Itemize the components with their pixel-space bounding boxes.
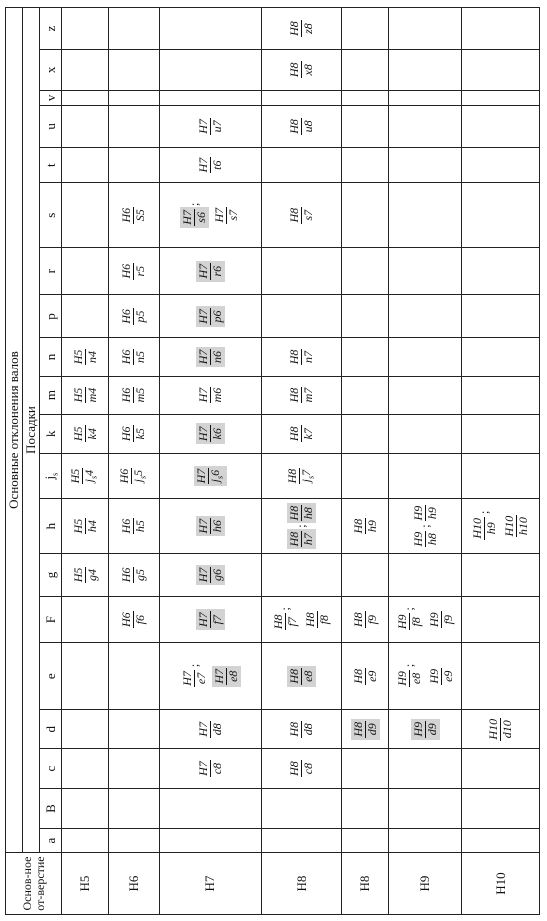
fit-cell-d [342,710,389,749]
shaft-header-a: a [40,829,62,853]
table-row [389,8,462,915]
shaft-header-k: k [40,414,62,453]
fit-fraction: H5 k4 [70,426,99,442]
fit-cell-x [109,50,160,91]
fit-cell-r [462,247,540,295]
fit-cell-v [62,90,109,105]
fit-cell-a [262,829,342,853]
fit-cell-n [389,338,462,376]
fit-cell-k [342,414,389,453]
fit-cell-v [262,90,342,105]
fit-fraction: H6 h5 [119,518,148,534]
fit-cell-m [262,376,342,414]
fit-fraction: H5 m4 [70,387,99,403]
fit-cell-F [62,596,109,642]
shaft-header-v: v [40,90,62,105]
hole-label: H8 [342,853,389,915]
fit-fraction: H7 m6 [195,387,224,403]
fit-fraction: H9 e9 [426,668,455,684]
fit-cell-g [389,554,462,597]
fit-cell-d [462,710,540,749]
fit-fraction: H7 n6 [196,347,225,368]
fit-cell-u [262,106,342,148]
fit-cell-n [462,338,540,376]
fit-cell-s [342,183,389,247]
fit-cell-x [159,50,261,91]
fit-cell-a [159,829,261,853]
fit-cell-t [462,147,540,183]
shaft-header-B: B [40,788,62,829]
fit-cell-h [159,499,261,554]
fit-fraction: H8 h8 [287,503,316,524]
shaft-header-n: n [40,338,62,376]
fit-cell-a [62,829,109,853]
shaft-header-z: z [40,8,62,50]
fit-cell-e: H7 e7 ; H7 e8 [159,643,261,710]
fit-cell-p [462,295,540,338]
fit-cell-js [462,453,540,498]
fit-fraction: H8 e8 [287,666,316,687]
fit-fraction: H9 h8 [410,531,439,547]
fit-cell-z [342,8,389,50]
fit-cell-n [62,338,109,376]
table-row [159,8,261,915]
fit-cell-z [159,8,261,50]
hole-label: H7 [159,853,261,915]
fit-fraction: H9 d9 [411,719,440,740]
fit-fraction: H7 e8 [212,666,241,687]
fit-cell-k [389,414,462,453]
fit-fraction: H5 n4 [70,349,99,365]
fit-fraction: H9 h9 [410,505,439,521]
fit-cell-m [389,376,462,414]
shaft-header-e: e [40,643,62,710]
fit-cell-g [262,554,342,597]
fit-cell-u [389,106,462,148]
fit-fraction: H7 s7 [211,207,240,223]
fit-cell-a [109,829,160,853]
fit-fraction: H8 s7 [287,207,316,223]
fit-cell-t [109,147,160,183]
fit-fraction: H6 S5 [119,207,148,223]
fit-fraction: H7 u7 [195,119,224,134]
fit-cell-m [159,376,261,414]
fit-cell-z [389,8,462,50]
fit-cell-u [462,106,540,148]
fit-cell-s: H7 s6 ; H7 s7 [159,183,261,247]
fit-cell-k [159,414,261,453]
fit-fraction: H8 u8 [287,119,316,134]
fit-fraction: H10 h9 [470,517,499,539]
hole-label: H8 [262,853,342,915]
fit-cell-g [109,554,160,597]
fit-fraction: H8 x8 [287,62,316,78]
table-body [62,8,540,915]
fit-cell-p [389,295,462,338]
fit-cell-p [342,295,389,338]
fit-cell-z [262,8,342,50]
fits-table [5,7,540,915]
fit-cell-F [159,596,261,642]
fit-cell-m [462,376,540,414]
fit-cell-t [262,147,342,183]
fit-cell-t [342,147,389,183]
fit-fraction: H6 f6 [119,612,148,627]
fit-cell-p [262,295,342,338]
fit-cell-c [389,749,462,788]
fit-cell-k [462,414,540,453]
fit-cell-z [109,8,160,50]
fit-cell-m [62,376,109,414]
fit-cell-d [262,710,342,749]
fit-cell-e [62,643,109,710]
fit-fraction: H8 h7 [287,529,316,550]
fit-cell-n [262,338,342,376]
fit-fraction: H10 d10 [486,718,515,740]
fit-fraction: H7 k6 [196,423,225,444]
shaft-header-r: r [40,247,62,295]
table-row [62,8,109,915]
fit-cell-F [342,596,389,642]
fit-cell-h [62,499,109,554]
fit-fraction: H6 m5 [119,387,148,403]
fit-cell-g [342,554,389,597]
fit-fraction: H6 n5 [119,349,148,365]
fit-cell-B [159,788,261,829]
fit-cell-z [462,8,540,50]
fit-cell-a [389,829,462,853]
fit-fraction: H8 f7 [271,614,300,630]
table-header [6,8,62,915]
fit-cell-h [109,499,160,554]
hole-label: H9 [389,853,462,915]
fit-cell-p [62,295,109,338]
shaft-header-h: h [40,499,62,554]
table-row [342,8,389,915]
hole-label: H6 [109,853,160,915]
fit-cell-t [62,147,109,183]
fit-fraction: H8 k7 [287,426,316,442]
table-row [262,8,342,915]
fit-cell-e [462,643,540,710]
fit-fraction: H10 h10 [502,515,531,537]
fit-cell-js [159,453,261,498]
fit-cell-d [389,710,462,749]
fits-title: Посадки [23,8,40,853]
fit-fraction: H7 e7 [179,671,208,686]
fit-fraction: H6 $j_s5$ [117,468,148,484]
fit-fraction: H5 h4 [70,518,99,534]
fit-fraction: H7 $j_s6$ [194,466,227,487]
shaft-header-s: s [40,183,62,247]
fit-cell-x [342,50,389,91]
fit-cell-r [389,247,462,295]
fit-fraction: H7 r6 [196,261,225,282]
fit-cell-v [389,90,462,105]
fit-fraction: H7 c8 [195,761,224,776]
fit-fraction: H7 h6 [196,516,225,537]
fit-cell-x [262,50,342,91]
fit-cell-js [62,453,109,498]
fit-cell-r [109,247,160,295]
fit-cell-B [62,788,109,829]
fit-cell-d [159,710,261,749]
fit-cell-a [342,829,389,853]
fit-cell-k [262,414,342,453]
fit-cell-B [462,788,540,829]
fit-cell-v [109,90,160,105]
shaft-header-F: F [40,596,62,642]
fit-cell-a [462,829,540,853]
fit-cell-js [262,453,342,498]
fit-cell-B [262,788,342,829]
fit-cell-s [262,183,342,247]
fit-fraction: H5 $j_s4$ [68,468,99,484]
fit-cell-r [262,247,342,295]
fit-fraction: H6 k5 [119,426,148,442]
fit-cell-u [159,106,261,148]
fit-cell-c [159,749,261,788]
fit-cell-n [109,338,160,376]
fit-cell-p [159,295,261,338]
fit-cell-js [389,453,462,498]
shaft-header-d: d [40,710,62,749]
fit-cell-x [389,50,462,91]
fit-cell-t [159,147,261,183]
fit-fraction: H8 m7 [287,387,316,403]
fit-fraction: H8 n7 [287,349,316,365]
fit-cell-u [62,106,109,148]
fit-cell-n [342,338,389,376]
shaft-header-x: x [40,50,62,91]
hole-label: H5 [62,853,109,915]
shaft-header-js: $j_s$ [40,453,62,498]
fit-cell-B [109,788,160,829]
fit-cell-v [462,90,540,105]
fit-cell-x [62,50,109,91]
fit-cell-r [342,247,389,295]
fit-fraction: H6 p5 [119,309,148,324]
fit-cell-js [342,453,389,498]
fit-cell-x [462,50,540,91]
fit-cell-e [109,643,160,710]
fit-fraction: H5 g4 [70,567,99,583]
fit-cell-g [462,554,540,597]
fit-fraction: H8 e9 [350,668,379,684]
fit-cell-k [109,414,160,453]
fit-cell-s [462,183,540,247]
fit-fraction: H6 g5 [119,567,148,583]
fit-cell-c [62,749,109,788]
fit-cell-c [262,749,342,788]
fit-cell-h: H10 h9 ; H10 h10 [462,499,540,554]
shaft-header-m: m [40,376,62,414]
fit-cell-F: H9 f8 ; H9 f9 [389,596,462,642]
fit-cell-e [342,643,389,710]
fit-cell-F: H8 f7 ; H8 f8 [262,596,342,642]
fit-fraction: H8 h9 [350,518,379,534]
fit-cell-v [159,90,261,105]
fit-fraction: H6 r5 [119,263,148,279]
shaft-header-u: u [40,106,62,148]
shaft-header-p: p [40,295,62,338]
fit-cell-u [342,106,389,148]
fit-cell-c [342,749,389,788]
fit-fraction: H8 d8 [287,721,316,737]
fit-cell-v [342,90,389,105]
fit-cell-B [389,788,462,829]
fit-cell-m [342,376,389,414]
fit-cell-F [462,596,540,642]
fit-fraction: H7 s6 [180,207,209,228]
fit-cell-s [109,183,160,247]
hole-label: H10 [462,853,540,915]
shaft-header-g: g [40,554,62,597]
fit-cell-d [62,710,109,749]
fit-fraction: H7 f7 [196,609,225,630]
fit-fraction: H8 $j_s7$ [284,468,316,484]
shafts-group-title: Основные отклонения валов [6,8,23,853]
fit-fraction: H7 p6 [196,306,225,327]
fit-cell-n [159,338,261,376]
fit-fraction: H8 d9 [351,719,380,740]
basic-hole-header: Основ-ное от-верстие [6,853,62,915]
fit-cell-m [109,376,160,414]
table-row [462,8,540,915]
fit-cell-c [109,749,160,788]
fit-fraction: H8 z8 [287,21,316,36]
fit-fraction: H9 f9 [426,612,455,627]
fit-cell-g [62,554,109,597]
fit-cell-B [342,788,389,829]
fit-cell-F [109,596,160,642]
fit-cell-p [109,295,160,338]
fit-cell-t [389,147,462,183]
fit-fraction: H7 g6 [196,565,225,586]
fit-cell-r [159,247,261,295]
fit-cell-h [342,499,389,554]
fit-cell-r [62,247,109,295]
fit-cell-js [109,453,160,498]
fit-cell-z [62,8,109,50]
fit-fraction: H9 f8 [394,614,423,630]
fit-fraction: H8 f8 [303,612,332,627]
fit-fraction: H7 t6 [195,157,224,173]
fit-cell-c [462,749,540,788]
fit-cell-e [262,643,342,710]
fit-fraction: H9 e8 [394,671,423,686]
shaft-header-t: t [40,147,62,183]
fit-cell-g [159,554,261,597]
fit-cell-d [109,710,160,749]
fit-cell-s [62,183,109,247]
fit-fraction: H8 f9 [350,612,379,627]
fit-fraction: H8 c8 [287,761,316,776]
shaft-header-c: c [40,749,62,788]
fit-cell-e: H9 e8 ; H9 e9 [389,643,462,710]
fit-cell-k [62,414,109,453]
fit-cell-s [389,183,462,247]
fit-fraction: H7 d8 [195,721,224,737]
fit-cell-u [109,106,160,148]
table-row [109,8,160,915]
fit-cell-h: H9 h8 ; H9 h9 [389,499,462,554]
fit-cell-h: H8 h7 ; H8 h8 [262,499,342,554]
